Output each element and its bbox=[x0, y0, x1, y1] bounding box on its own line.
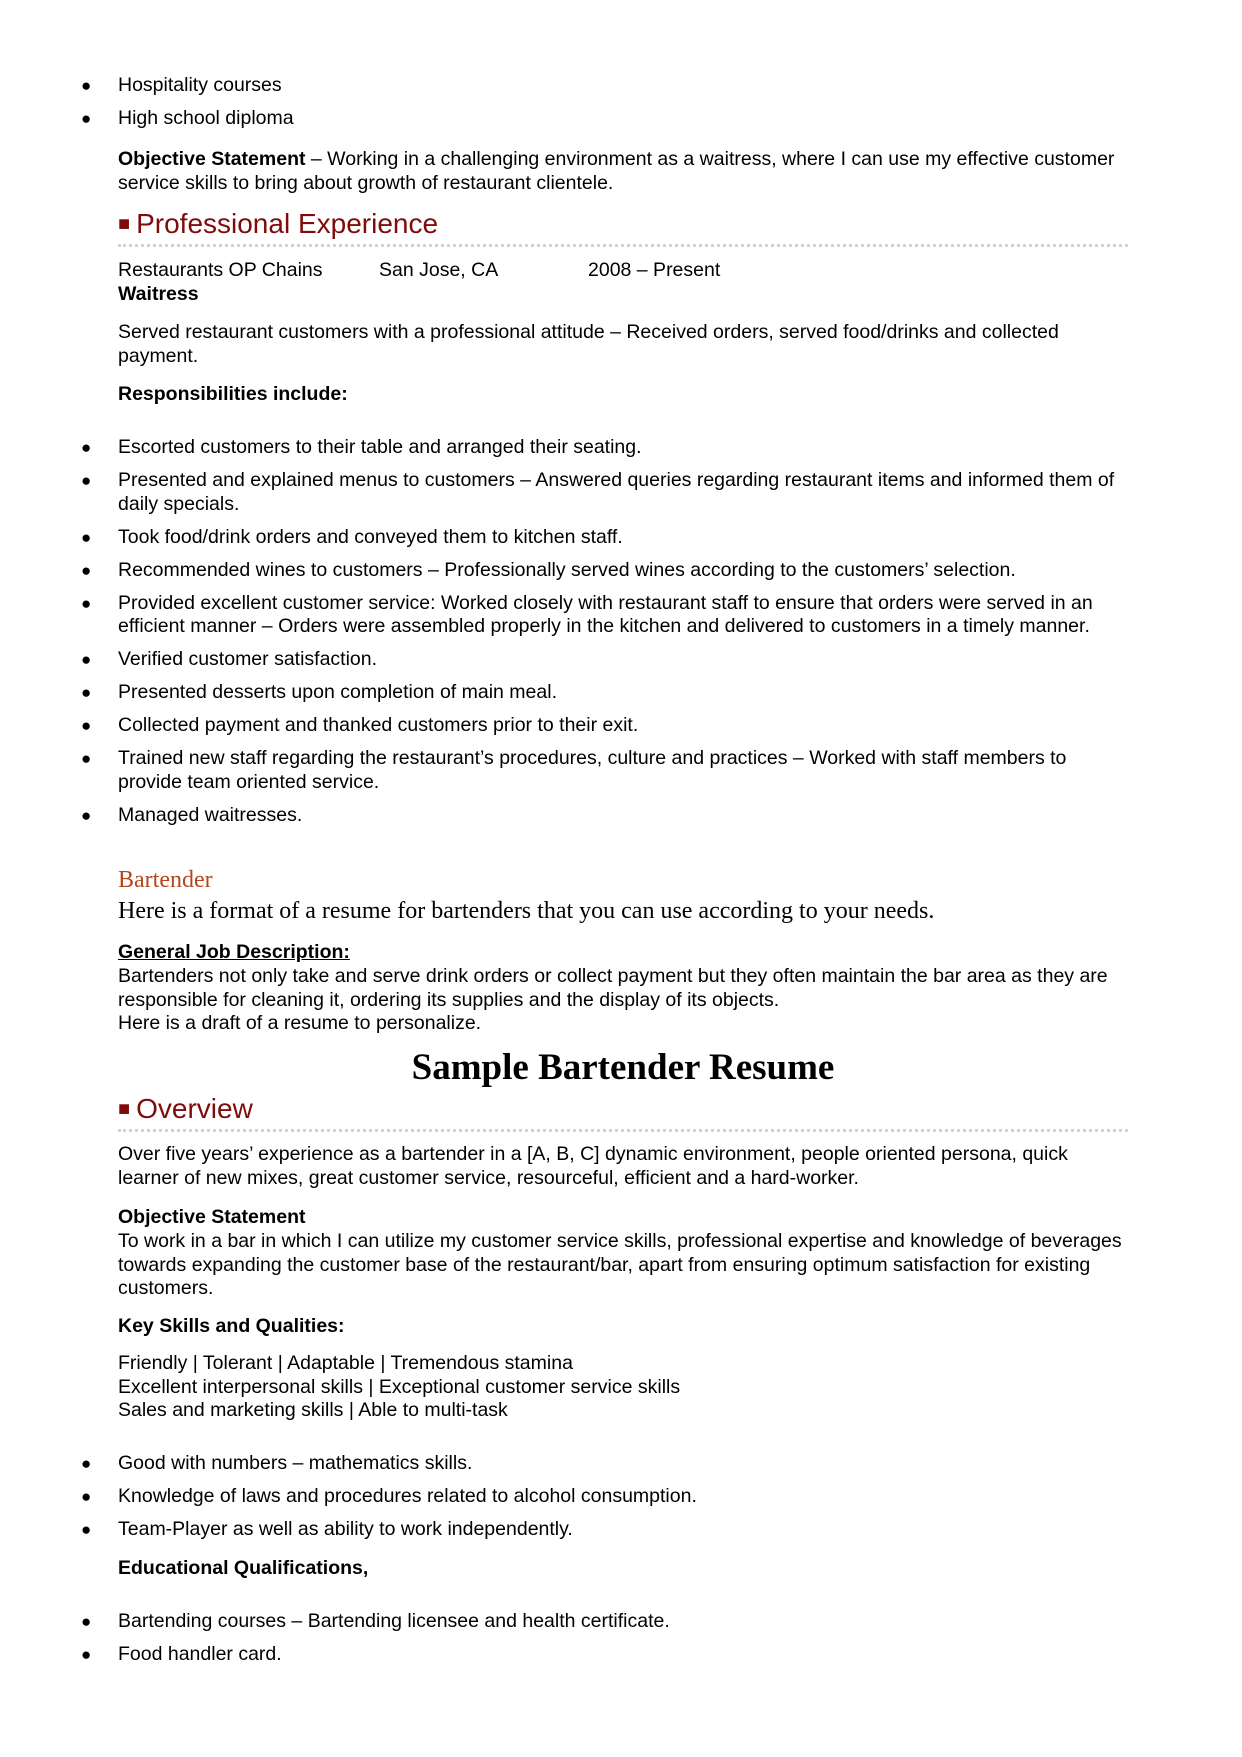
list-item: ● Trained new staff regarding the restaurant’s procedures, culture and practices – Worked with staff members to provide team oriented service. bbox=[81, 747, 1067, 793]
list-item: ● Managed waitresses. bbox=[81, 803, 303, 826]
key-skills-label: Key Skills and Qualities: bbox=[118, 1315, 345, 1337]
educational-qualifications-list bbox=[81, 1610, 1128, 1676]
list-item: ● Knowledge of laws and procedures related to alcohol consumption. bbox=[81, 1485, 697, 1507]
bullet-icon: ● bbox=[81, 805, 92, 825]
list-item: ● Food handler card. bbox=[81, 1643, 282, 1665]
bartender-heading: Bartender bbox=[118, 867, 213, 893]
list-item: ● Verified customer satisfaction. bbox=[81, 648, 378, 670]
bullet-icon: ● bbox=[81, 1454, 92, 1473]
job-dates: 2008 – Present bbox=[588, 259, 721, 281]
job-title: Waitress bbox=[118, 283, 199, 305]
list-item: ● Took food/drink orders and conveyed them to kitchen staff. bbox=[81, 525, 623, 548]
bullet-icon: ● bbox=[81, 593, 92, 613]
educational-qualifications-label: Educational Qualifications, bbox=[118, 1557, 369, 1579]
bullet-icon: ● bbox=[81, 683, 92, 702]
bullet-icon: ● bbox=[81, 716, 92, 735]
list-item: ● Good with numbers – mathematics skills. bbox=[81, 1452, 473, 1474]
objective-statement bbox=[118, 148, 1128, 195]
general-job-description-text: Bartenders not only take and serve drink orders or collect payment but they often maintain the bar area as they are responsible for cleaning it, ordering its supplies and the display of its objects. bbox=[118, 965, 1108, 1011]
skills-line: Sales and marketing skills | Able to multi-task bbox=[118, 1399, 508, 1421]
skills-line: Excellent interpersonal skills | Exceptional customer service skills bbox=[118, 1376, 681, 1398]
bullet-icon: ● bbox=[81, 527, 92, 547]
bartender-intro: Here is a format of a resume for bartenders that you can use according to your needs. bbox=[118, 898, 935, 924]
skills-line: Friendly | Tolerant | Adaptable | Tremendous stamina bbox=[118, 1352, 573, 1374]
list-item: ● Presented desserts upon completion of main meal. bbox=[81, 681, 557, 703]
list-item: ● Presented and explained menus to customers – Answered queries regarding restaurant items and informed them of daily specials. bbox=[81, 469, 1115, 515]
job-location: San Jose, CA bbox=[379, 259, 499, 281]
bullet-icon: ● bbox=[81, 438, 92, 457]
overview-text: Over five years’ experience as a bartender in a [A, B, C] dynamic environment, people oriented persona, quick learner of new mixes, great customer service, resourceful, efficient and a hard-worker. bbox=[118, 1143, 1068, 1189]
square-bullet-icon: ■ bbox=[118, 1098, 131, 1120]
section-heading-professional-experience: ■ Professional Experience bbox=[118, 208, 1128, 247]
bullet-icon: ● bbox=[81, 1487, 92, 1506]
bullet-icon: ● bbox=[81, 1612, 92, 1631]
sample-resume-title: Sample Bartender Resume bbox=[411, 1047, 835, 1088]
list-item: ● Recommended wines to customers – Professionally served wines according to the customers’ selection. bbox=[81, 558, 1016, 581]
education-list bbox=[81, 74, 1128, 140]
bullet-icon: ● bbox=[81, 749, 92, 768]
company-name: Restaurants OP Chains bbox=[118, 259, 323, 281]
list-item: ● Bartending courses – Bartending licensee and health certificate. bbox=[81, 1610, 670, 1632]
job-header-row bbox=[118, 259, 1128, 283]
list-item: ● Escorted customers to their table and arranged their seating. bbox=[81, 436, 642, 458]
objective-label: Objective Statement bbox=[118, 1206, 306, 1228]
bullet-icon: ● bbox=[81, 471, 92, 490]
list-item: ● High school diploma bbox=[81, 107, 294, 129]
list-item: ● Hospitality courses bbox=[81, 74, 282, 96]
objective-text: – Working in a challenging environment as a waitress, where I can use my effective customer service skills to bring about growth of restaurant clientele. bbox=[118, 148, 1115, 194]
list-item: ● Provided excellent customer service: Worked closely with restaurant staff to ensure that orders were served in an efficient manner – Orders were assembled properly in the kitchen and delivered to customers in a timely manner. bbox=[81, 591, 1093, 637]
bullet-icon: ● bbox=[81, 76, 92, 95]
job-summary: Served restaurant customers with a professional attitude – Received orders, served food/drinks and collected payment. bbox=[118, 321, 1059, 367]
bullet-icon: ● bbox=[81, 650, 92, 669]
bullet-icon: ● bbox=[81, 109, 92, 128]
section-heading-overview: ■ Overview bbox=[118, 1093, 1128, 1132]
list-item: ● Team-Player as well as ability to work independently. bbox=[81, 1518, 573, 1540]
draft-line: Here is a draft of a resume to personalize. bbox=[118, 1012, 482, 1034]
objective-label: Objective Statement bbox=[118, 148, 306, 170]
skills-list bbox=[81, 1452, 1128, 1551]
general-job-description-label: General Job Description: bbox=[118, 941, 350, 963]
bullet-icon: ● bbox=[81, 560, 92, 580]
responsibilities-list bbox=[81, 436, 1128, 837]
objective-text: To work in a bar in which I can utilize my customer service skills, professional expertise and knowledge of beverages towards expanding the customer base of the restaurant/bar, apart from ensuring optimum satisfaction for existing customers. bbox=[118, 1230, 1122, 1299]
responsibilities-label: Responsibilities include: bbox=[118, 383, 348, 405]
bullet-icon: ● bbox=[81, 1645, 92, 1664]
list-item: ● Collected payment and thanked customers prior to their exit. bbox=[81, 714, 639, 736]
bullet-icon: ● bbox=[81, 1520, 92, 1539]
square-bullet-icon: ■ bbox=[118, 213, 131, 235]
